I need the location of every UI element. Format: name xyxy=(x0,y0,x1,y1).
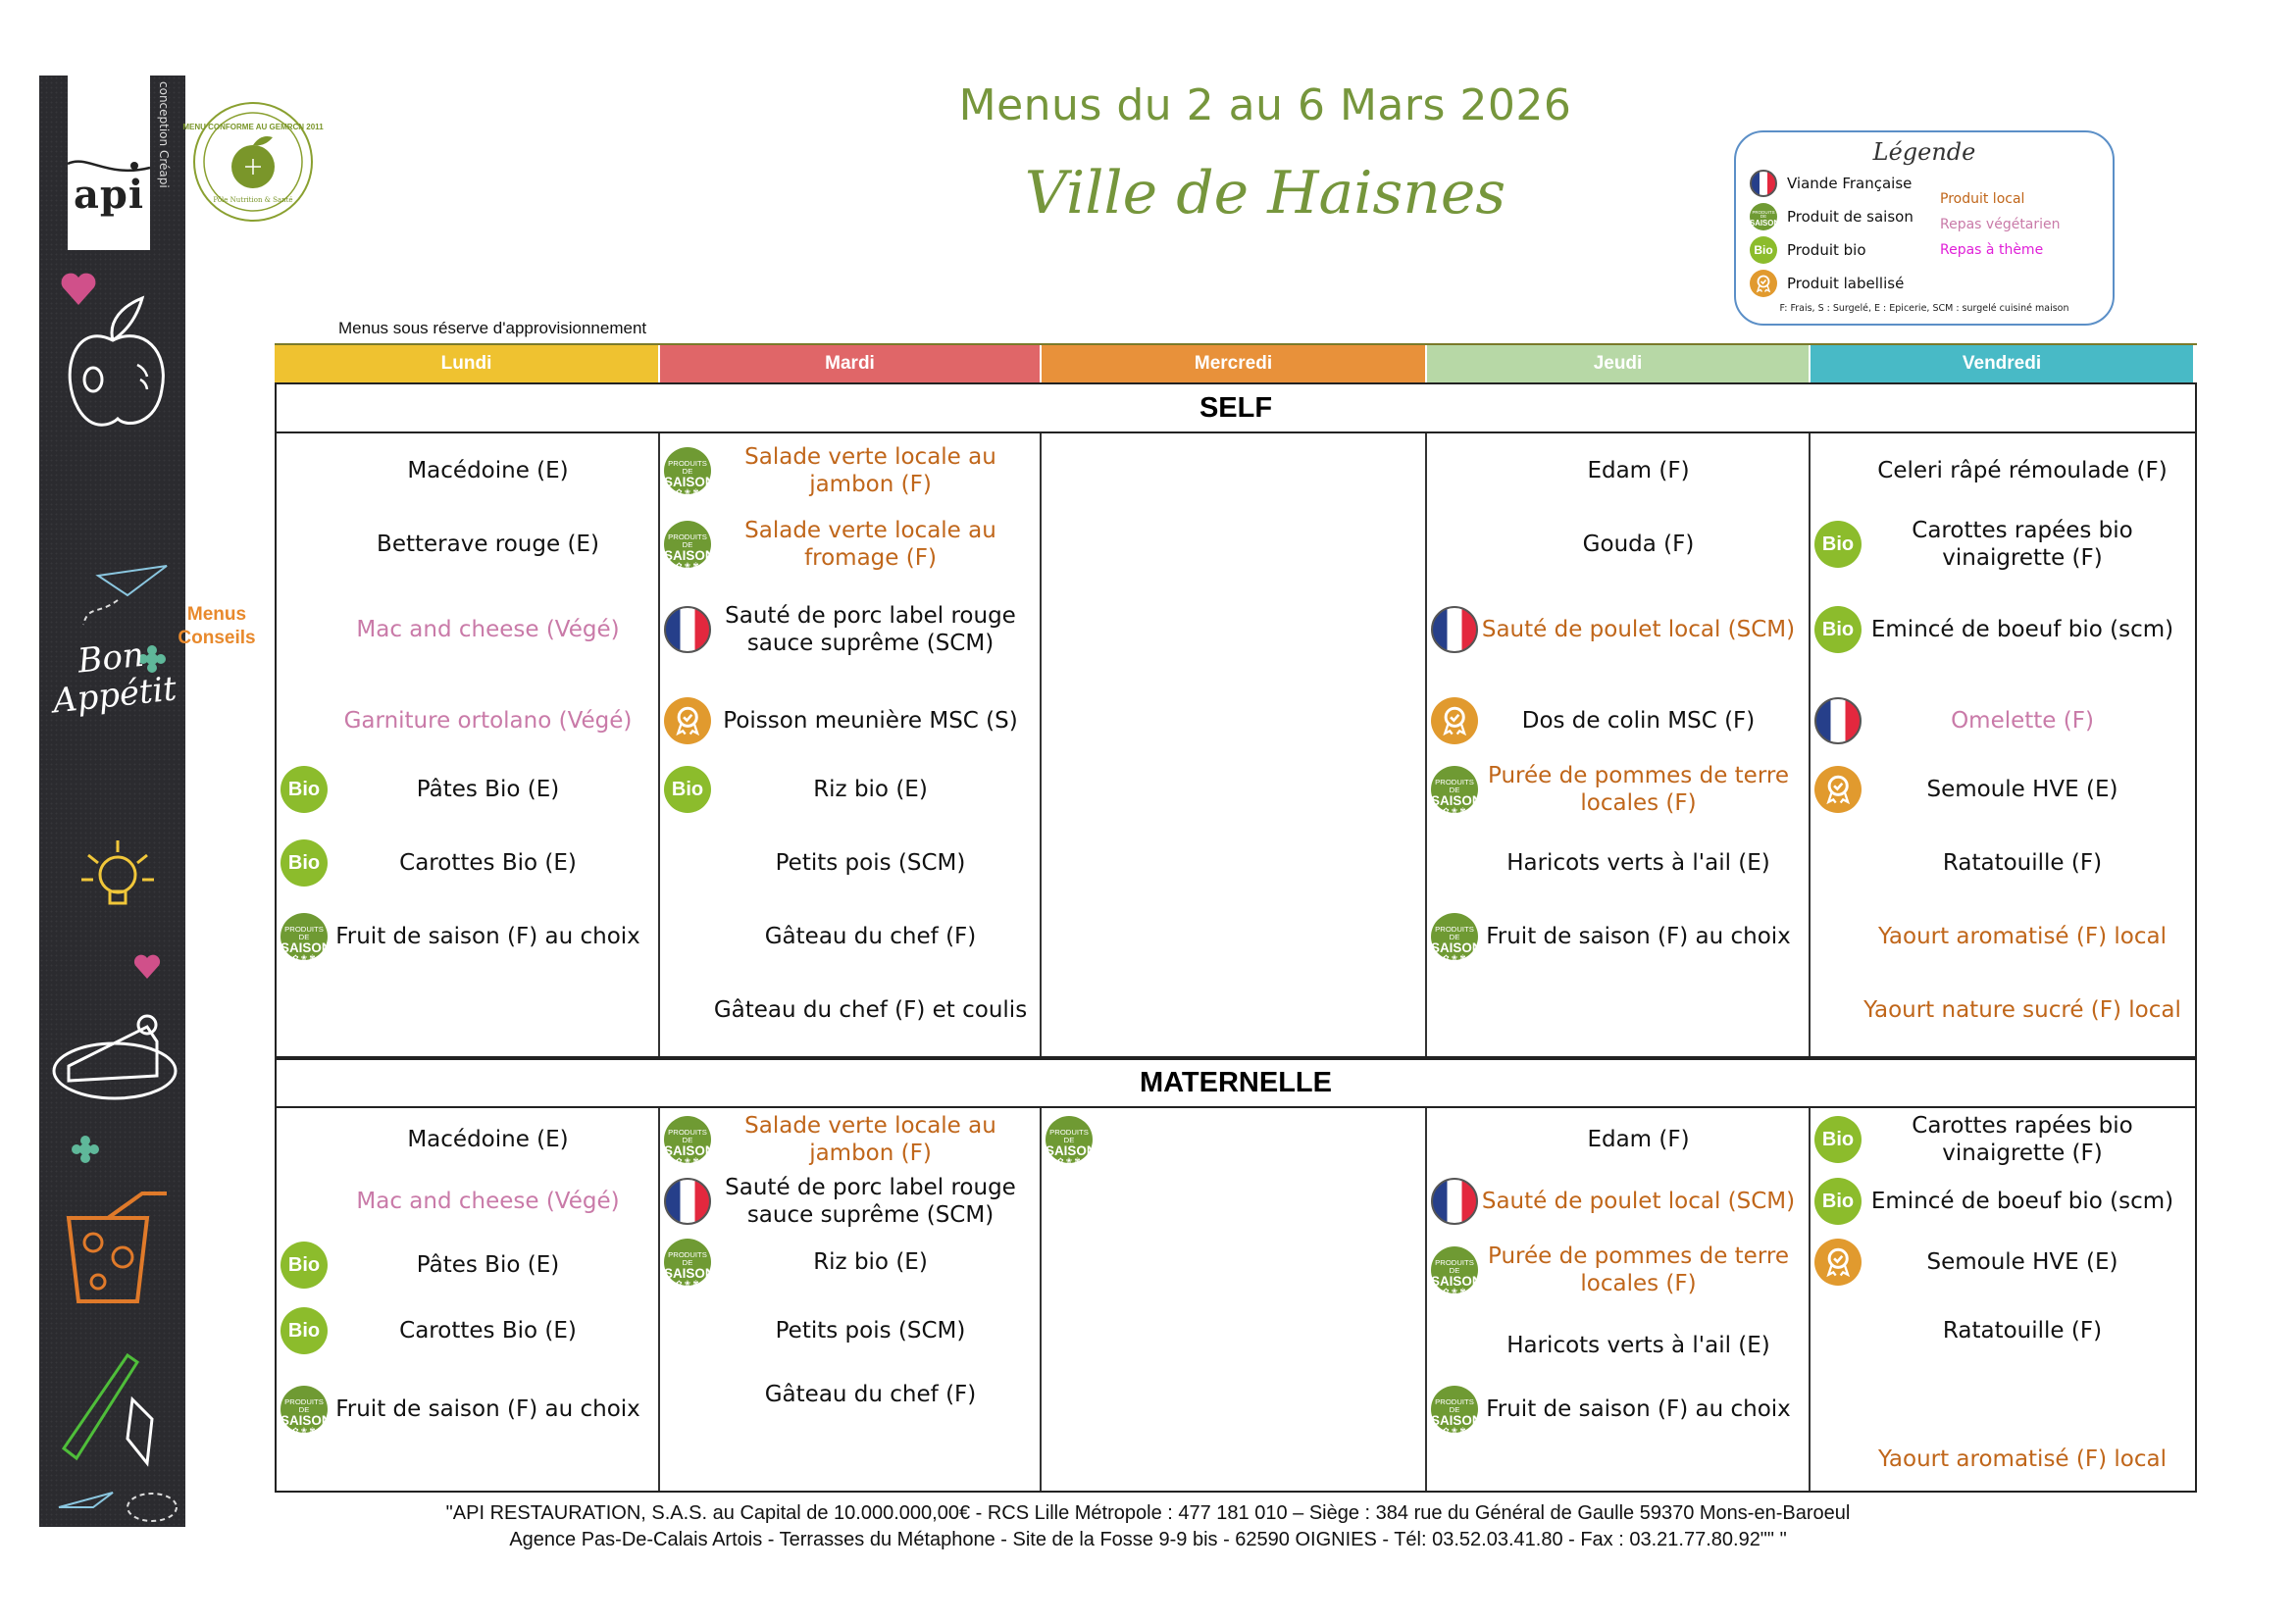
section-header-self: SELF xyxy=(275,382,2197,431)
day-column-mardi xyxy=(660,1108,1042,1491)
legend-label: Produit de saison xyxy=(1787,208,1913,226)
menu-item xyxy=(277,1301,658,1360)
menu-item xyxy=(1811,1172,2193,1231)
organic-bio-icon: Bio xyxy=(281,1242,328,1289)
menu-item xyxy=(1427,760,1809,819)
dish-name: Sauté de poulet local (SCM) xyxy=(1481,617,1796,642)
french-flag-icon xyxy=(1431,606,1478,653)
day-column-lundi xyxy=(277,433,660,1056)
legend-item-labelled xyxy=(1750,270,1904,297)
seasonal-product-icon: PRODUITS DE SAISON ✿ ❀ ✾ xyxy=(1431,1246,1478,1293)
dish-name: Ratatouille (F) xyxy=(1942,1318,2103,1344)
dish-name: Gouda (F) xyxy=(1582,532,1695,557)
legend-abbreviations-note: F: Frais, S : Surgelé, E : Epicerie, SCM : surgelé cuisiné maison xyxy=(1779,303,2069,314)
legend-vegetarian-color: Repas végétarien xyxy=(1940,217,2061,232)
dish-name: Salade verte locale au fromage (F) xyxy=(744,518,996,571)
dish-name: Yaourt aromatisé (F) local xyxy=(1878,1446,2167,1472)
heart-icon xyxy=(132,953,162,981)
day-column-jeudi xyxy=(1427,433,1811,1056)
menu-item xyxy=(1811,1430,2193,1489)
dish-name: Salade verte locale au jambon (F) xyxy=(744,1113,996,1166)
dish-name: Gâteau du chef (F) et coulis xyxy=(713,997,1028,1023)
dish-name: Salade verte locale au jambon (F) xyxy=(744,444,996,497)
dish-name: Gâteau du chef (F) xyxy=(764,1382,977,1407)
menu-item xyxy=(1427,1316,1809,1375)
api-logo xyxy=(68,76,150,250)
menu-item xyxy=(1427,1172,1809,1231)
menu-item xyxy=(1042,1110,1425,1169)
menu-item xyxy=(1427,600,1809,659)
dish-name: Edam (F) xyxy=(1587,1127,1690,1152)
dish-name: Mac and cheese (Végé) xyxy=(356,617,620,642)
menu-item xyxy=(277,1172,658,1231)
weekday-header-row xyxy=(275,343,2197,382)
french-flag-icon xyxy=(1431,1178,1478,1225)
bon-appetit-tagline: Bon Appétit xyxy=(51,634,179,722)
drink-cup-icon xyxy=(54,1189,172,1306)
dish-name: Fruit de saison (F) au choix xyxy=(335,924,640,949)
menu-item xyxy=(660,1233,1040,1292)
seasonal-product-icon: PRODUITS DE SAISON ✿ ❀ ✾ xyxy=(664,1239,711,1286)
apple-drawing-icon xyxy=(54,286,172,443)
organic-bio-icon: Bio xyxy=(1814,1116,1862,1163)
labelled-product-icon xyxy=(1814,766,1862,813)
menu-item xyxy=(660,691,1040,750)
organic-bio-icon: Bio xyxy=(1750,236,1777,264)
dish-name: Yaourt aromatisé (F) local xyxy=(1878,924,2167,949)
dish-name: Yaourt nature sucré (F) local xyxy=(1863,997,2181,1023)
dish-name: Omelette (F) xyxy=(1951,708,2094,734)
gemrcn-conformity-stamp xyxy=(182,100,324,224)
day-header-mardi: Mardi xyxy=(660,345,1042,382)
legend-item-french-meat xyxy=(1750,170,1912,197)
menu-item xyxy=(277,1380,658,1439)
seasonal-product-icon: PRODUITS DE SAISON ✿ ❀ ✾ xyxy=(1431,913,1478,960)
menu-item xyxy=(1811,1110,2193,1169)
menu-item xyxy=(660,1301,1040,1360)
dish-name: Poisson meunière MSC (S) xyxy=(723,708,1018,734)
menu-item xyxy=(1811,441,2193,500)
labelled-product-icon xyxy=(664,697,711,744)
dish-name: Riz bio (E) xyxy=(813,1249,928,1275)
dish-name: Haricots verts à l'ail (E) xyxy=(1506,1333,1770,1358)
page-subtitle-city: Ville de Haisnes xyxy=(1024,159,1506,228)
menu-item xyxy=(660,1365,1040,1424)
dish-name: Semoule HVE (E) xyxy=(1926,777,2118,802)
labelled-product-icon xyxy=(1431,697,1478,744)
menu-item xyxy=(660,1172,1040,1231)
seasonal-product-icon: PRODUITS DE SAISON xyxy=(1750,203,1777,230)
dish-name: Dos de colin MSC (F) xyxy=(1521,708,1756,734)
legend-title: Légende xyxy=(1872,138,1976,166)
decorative-sidebar xyxy=(39,76,185,1527)
menu-item xyxy=(277,515,658,574)
logo-text: api xyxy=(73,172,145,218)
menus-conseils-label: Menus Conseils xyxy=(178,604,256,648)
french-flag-icon xyxy=(664,1178,711,1225)
menu-item xyxy=(660,1110,1040,1169)
menu-item xyxy=(1427,1380,1809,1439)
day-column-vendredi xyxy=(1811,433,2193,1056)
menu-item xyxy=(1811,600,2193,659)
dish-name: Purée de pommes de terre locales (F) xyxy=(1488,1243,1789,1296)
legend-box xyxy=(1734,130,2115,326)
dish-name: Fruit de saison (F) au choix xyxy=(1486,924,1791,949)
dish-name: Ratatouille (F) xyxy=(1942,850,2103,876)
menu-item xyxy=(1427,834,1809,892)
menu-item xyxy=(1427,515,1809,574)
organic-bio-icon: Bio xyxy=(281,766,328,813)
dish-name: Purée de pommes de terre locales (F) xyxy=(1488,763,1789,816)
dish-name: Celeri râpé rémoulade (F) xyxy=(1877,458,2168,483)
organic-bio-icon: Bio xyxy=(1814,521,1862,568)
menu-item xyxy=(277,1236,658,1294)
menu-item xyxy=(277,691,658,750)
flower-icon xyxy=(71,1135,100,1164)
day-column-jeudi xyxy=(1427,1108,1811,1491)
legend-label: Produit bio xyxy=(1787,241,1866,259)
menu-item xyxy=(1811,691,2193,750)
menu-item xyxy=(1811,1233,2193,1292)
dish-name: Garniture ortolano (Végé) xyxy=(343,708,633,734)
menu-item xyxy=(1811,834,2193,892)
organic-bio-icon: Bio xyxy=(664,766,711,813)
day-column-mercredi xyxy=(1042,1108,1427,1491)
dish-name: Macédoine (E) xyxy=(407,458,569,483)
stamp-bottom-text: Pôle Nutrition & Santé xyxy=(213,196,293,204)
seasonal-product-icon: PRODUITS DE SAISON ✿ ❀ ✾ xyxy=(664,521,711,568)
stamp-ring-text: MENU CONFORME AU GEMRCN 2011 xyxy=(182,123,324,131)
seasonal-product-icon: PRODUITS DE SAISON ✿ ❀ ✾ xyxy=(664,447,711,494)
seasonal-product-icon: PRODUITS DE SAISON ✿ ❀ ✾ xyxy=(1431,766,1478,813)
dish-name: Semoule HVE (E) xyxy=(1926,1249,2118,1275)
menu-item xyxy=(1427,691,1809,750)
dish-name: Riz bio (E) xyxy=(813,777,928,802)
lightbulb-icon xyxy=(74,831,162,919)
menu-item xyxy=(660,600,1040,659)
day-header-mercredi: Mercredi xyxy=(1042,345,1427,382)
seasonal-product-icon: PRODUITS DE SAISON ✿ ❀ ✾ xyxy=(664,1116,711,1163)
menu-item xyxy=(277,907,658,966)
menu-item xyxy=(277,760,658,819)
menu-item xyxy=(277,1110,658,1169)
legend-label: Viande Française xyxy=(1787,175,1913,192)
dish-name: Fruit de saison (F) au choix xyxy=(1486,1396,1791,1422)
day-column-mercredi xyxy=(1042,433,1427,1056)
dish-name: Sauté de poulet local (SCM) xyxy=(1481,1189,1796,1214)
legend-local-color: Produit local xyxy=(1940,191,2025,207)
day-header-jeudi: Jeudi xyxy=(1427,345,1811,382)
legend-item-seasonal xyxy=(1750,203,1913,230)
menu-item xyxy=(1427,441,1809,500)
footer-agency-line: Agence Pas-De-Calais Artois - Terrasses du Métaphone - Site de la Fosse 9-9 bis - 62590 OIGNIES - Tél: 03.52.03.41.80 - Fax : 03.21.77.80.92"" " xyxy=(509,1529,1787,1550)
organic-bio-icon: Bio xyxy=(1814,1178,1862,1225)
dish-name: Emincé de boeuf bio (scm) xyxy=(1870,617,2174,642)
day-header-vendredi: Vendredi xyxy=(1811,345,2193,382)
dish-name: Macédoine (E) xyxy=(407,1127,569,1152)
paper-plane-icon xyxy=(78,536,177,634)
menu-item xyxy=(277,441,658,500)
cake-slice-icon xyxy=(49,997,181,1105)
dish-name: Emincé de boeuf bio (scm) xyxy=(1870,1189,2174,1214)
menu-item xyxy=(277,834,658,892)
dish-name: Sauté de porc label rouge sauce suprême (SCM) xyxy=(725,1175,1016,1228)
day-header-lundi: Lundi xyxy=(275,345,660,382)
dish-name: Carottes rapées bio vinaigrette (F) xyxy=(1912,1113,2133,1166)
menu-item xyxy=(1811,981,2193,1040)
dish-name: Edam (F) xyxy=(1587,458,1690,483)
footer-company-line: "API RESTAURATION, S.A.S. au Capital de 10.000.000,00€ - RCS Lille Métropole : 477 181 010 – Siège : 384 rue du Général de Gaulle 59370 Mons-en-Baroeul xyxy=(445,1502,1851,1524)
organic-bio-icon: Bio xyxy=(281,1307,328,1354)
dish-name: Petits pois (SCM) xyxy=(775,1318,966,1344)
organic-bio-icon: Bio xyxy=(1814,606,1862,653)
menu-item xyxy=(660,760,1040,819)
menu-item xyxy=(660,515,1040,574)
legend-item-bio xyxy=(1750,236,1866,264)
menu-item xyxy=(277,600,658,659)
menu-item xyxy=(1427,1110,1809,1169)
day-column-mardi xyxy=(660,433,1042,1056)
menu-item xyxy=(660,981,1040,1040)
dish-name: Petits pois (SCM) xyxy=(775,850,966,876)
menu-item xyxy=(1427,1241,1809,1299)
dish-name: Carottes rapées bio vinaigrette (F) xyxy=(1912,518,2133,571)
french-flag-icon xyxy=(664,606,711,653)
dish-name: Mac and cheese (Végé) xyxy=(356,1189,620,1214)
menu-item xyxy=(1427,907,1809,966)
organic-bio-icon: Bio xyxy=(281,839,328,887)
dish-name: Carottes Bio (E) xyxy=(399,850,577,876)
menu-item xyxy=(1811,515,2193,574)
dish-name: Carottes Bio (E) xyxy=(399,1318,577,1344)
seasonal-product-icon: PRODUITS DE SAISON ✿ ❀ ✾ xyxy=(1046,1116,1093,1163)
menu-item xyxy=(660,834,1040,892)
menu-item xyxy=(1811,907,2193,966)
dish-name: Pâtes Bio (E) xyxy=(416,777,560,802)
labelled-product-icon xyxy=(1750,270,1777,297)
menu-item xyxy=(1811,1301,2193,1360)
dish-name: Sauté de porc label rouge sauce suprême (SCM) xyxy=(725,603,1016,656)
dish-name: Betterave rouge (E) xyxy=(377,532,599,557)
dish-name: Fruit de saison (F) au choix xyxy=(335,1396,640,1422)
dish-name: Pâtes Bio (E) xyxy=(416,1252,560,1278)
menu-item xyxy=(1811,760,2193,819)
seasonal-product-icon: PRODUITS DE SAISON ✿ ❀ ✾ xyxy=(1431,1386,1478,1433)
section-body-self xyxy=(275,431,2197,1058)
legend-theme-color: Repas à thème xyxy=(1940,242,2044,258)
dish-name: Gâteau du chef (F) xyxy=(764,924,977,949)
page-title: Menus du 2 au 6 Mars 2026 xyxy=(958,80,1572,130)
seasonal-product-icon: PRODUITS DE SAISON ✿ ❀ ✾ xyxy=(281,1386,328,1433)
dish-name: Haricots verts à l'ail (E) xyxy=(1506,850,1770,876)
day-column-lundi xyxy=(277,1108,660,1491)
menu-item xyxy=(660,907,1040,966)
creapi-caption: conception Créapi xyxy=(157,81,171,188)
french-flag-icon xyxy=(1750,170,1777,197)
menu-item xyxy=(660,441,1040,500)
supply-reserve-note: Menus sous réserve d'approvisionnement xyxy=(338,319,647,337)
section-header-maternelle: MATERNELLE xyxy=(275,1058,2197,1106)
section-body-maternelle xyxy=(275,1106,2197,1493)
legend-label: Produit labellisé xyxy=(1787,275,1905,292)
seasonal-product-icon: PRODUITS DE SAISON ✿ ❀ ✾ xyxy=(281,913,328,960)
day-column-vendredi xyxy=(1811,1108,2193,1491)
pencil-icon xyxy=(59,1341,177,1478)
labelled-product-icon xyxy=(1814,1239,1862,1286)
french-flag-icon xyxy=(1814,697,1862,744)
